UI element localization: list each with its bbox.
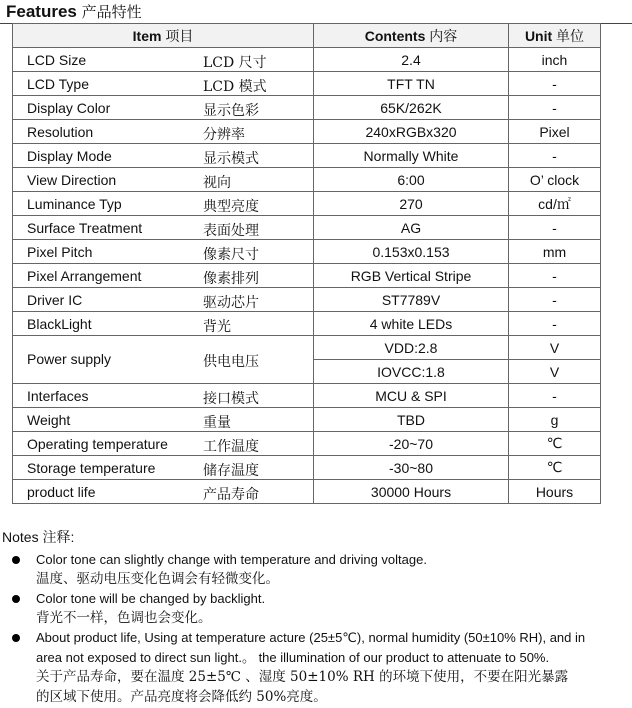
table-row: [13, 264, 601, 288]
features-table: [12, 23, 601, 504]
item-label-en: LCD Size: [27, 52, 87, 68]
unit-cell: -: [509, 72, 601, 96]
table-row: [13, 288, 601, 312]
item-label-en: Driver IC: [27, 292, 83, 308]
note-1-cn: 温度、驱动电压变化色调会有轻微变化。: [36, 571, 279, 587]
content-cell: 4 white LEDs: [314, 312, 509, 336]
item-cell: [13, 216, 314, 240]
unit-cell: V: [509, 336, 601, 360]
table-header-row: [13, 24, 601, 48]
table-row-power: [13, 336, 601, 360]
unit-cell: Hours: [509, 480, 601, 504]
content-cell: AG: [314, 216, 509, 240]
item-label-cn: 显示色彩: [203, 103, 259, 119]
unit-cell: -: [509, 288, 601, 312]
item-label-en: BlackLight: [27, 316, 92, 332]
item-label-cn: 视向: [203, 175, 231, 191]
bullet-icon: [12, 634, 20, 642]
unit-cell: mm: [509, 240, 601, 264]
item-cell: [13, 336, 314, 384]
table-row: [13, 480, 601, 504]
unit-cell: -: [509, 384, 601, 408]
item-label-cn: LCD 尺寸: [203, 55, 267, 71]
item-label-en: Interfaces: [27, 388, 89, 404]
content-cell: MCU & SPI: [314, 384, 509, 408]
item-label-cn: 驱动芯片: [203, 295, 259, 311]
unit-cell: -: [509, 312, 601, 336]
table-row: [13, 384, 601, 408]
item-cell: [13, 288, 314, 312]
table-row: [13, 168, 601, 192]
item-label-cn: 像素尺寸: [203, 247, 259, 263]
item-label-en: Pixel Pitch: [27, 244, 93, 260]
item-label-cn: 工作温度: [203, 439, 259, 455]
note-3-en-line2: area not exposed to direct sun light.。 the illumination of our product to attenuate to 50%.: [36, 650, 550, 665]
table-row: [13, 312, 601, 336]
item-label-cn: 像素排列: [203, 271, 259, 287]
note-1-en: Color tone can slightly change with temperature and driving voltage.: [36, 552, 427, 567]
table-row: [13, 432, 601, 456]
unit-cell: -: [509, 216, 601, 240]
item-label-en: View Direction: [27, 172, 117, 188]
unit-cell: ℃: [509, 456, 601, 480]
note-3-en-line1: About product life, Using at temperature acture (25±5℃), normal humidity (50±10% RH), and in: [36, 630, 586, 645]
content-cell: RGB Vertical Stripe: [314, 264, 509, 288]
table-row: [13, 144, 601, 168]
table-row: [13, 72, 601, 96]
table-row: [13, 96, 601, 120]
content-cell: IOVCC:1.8: [314, 360, 509, 384]
item-cell: [13, 48, 314, 72]
item-label-en: Pixel Arrangement: [27, 268, 142, 284]
item-label-cn: 储存温度: [203, 463, 259, 479]
item-cell: [13, 168, 314, 192]
table-row: [13, 240, 601, 264]
unit-cell: g: [509, 408, 601, 432]
table-row: [13, 48, 601, 72]
unit-cell: V: [509, 360, 601, 384]
table-row: [13, 192, 601, 216]
unit-cell: Pixel: [509, 120, 601, 144]
item-label-cn: 分辨率: [203, 127, 245, 143]
page-title: [6, 2, 142, 22]
header-item: Item 项目: [13, 24, 314, 48]
item-label-en: product life: [27, 484, 96, 500]
item-label-en: Display Mode: [27, 148, 112, 164]
item-label-cn: 供电电压: [203, 354, 259, 370]
bullet-icon: [12, 556, 20, 564]
item-label-en: Weight: [27, 412, 71, 428]
note-2-cn: 背光不一样，色调也会变化。: [36, 610, 212, 626]
item-cell: [13, 264, 314, 288]
content-cell: 270: [314, 192, 509, 216]
note-3-cn-line1: 关于产品寿命，要在温度 25±5℃ 、湿度 50±10% RH 的环境下使用，不要在阳光暴露: [36, 669, 569, 685]
item-cell: [13, 432, 314, 456]
content-cell: ST7789V: [314, 288, 509, 312]
item-label-cn: 接口模式: [203, 391, 259, 407]
item-cell: [13, 72, 314, 96]
content-cell: 30000 Hours: [314, 480, 509, 504]
content-cell: Normally White: [314, 144, 509, 168]
content-cell: TBD: [314, 408, 509, 432]
item-label-cn: 背光: [203, 319, 231, 335]
header-unit: Unit 单位: [509, 24, 601, 48]
item-label-cn: 重量: [203, 415, 231, 431]
item-label-cn: 产品寿命: [203, 487, 259, 503]
item-cell: [13, 240, 314, 264]
content-cell: TFT TN: [314, 72, 509, 96]
unit-cell: -: [509, 264, 601, 288]
item-label-cn: 典型亮度: [203, 199, 259, 215]
item-cell: [13, 480, 314, 504]
item-label-en: Resolution: [27, 124, 94, 140]
unit-cell: inch: [509, 48, 601, 72]
table-row: [13, 120, 601, 144]
item-label-en: Display Color: [27, 100, 111, 116]
note-2-en: Color tone will be changed by backlight.: [36, 591, 266, 606]
unit-cell: -: [509, 144, 601, 168]
content-cell: 240xRGBx320: [314, 120, 509, 144]
content-cell: 6:00: [314, 168, 509, 192]
content-cell: -20~70: [314, 432, 509, 456]
item-label-en: Power supply: [27, 351, 112, 367]
item-cell: [13, 120, 314, 144]
content-cell: 0.153x0.153: [314, 240, 509, 264]
unit-cell: cd/㎡: [509, 192, 601, 216]
table-row: [13, 216, 601, 240]
unit-cell: O’ clock: [509, 168, 601, 192]
note-3-cn-line2: 的区域下使用。产品亮度将会降低约 50%亮度。: [36, 689, 327, 705]
content-cell: 65K/262K: [314, 96, 509, 120]
item-label-en: Storage temperature: [27, 460, 156, 476]
item-label-cn: LCD 模式: [203, 79, 267, 95]
item-cell: [13, 456, 314, 480]
notes-header: Notes 注释:: [2, 529, 75, 545]
bullet-icon: [12, 595, 20, 603]
item-label-cn: 表面处理: [203, 223, 259, 239]
item-cell: [13, 312, 314, 336]
item-cell: [13, 144, 314, 168]
content-cell: 2.4: [314, 48, 509, 72]
item-label-en: Surface Treatment: [27, 220, 143, 236]
title-cn: 产品特性: [81, 3, 142, 21]
content-cell: -30~80: [314, 456, 509, 480]
item-cell: [13, 192, 314, 216]
item-cell: [13, 384, 314, 408]
item-label-en: LCD Type: [27, 76, 89, 92]
item-cell: [13, 96, 314, 120]
item-cell: [13, 408, 314, 432]
table-row: [13, 408, 601, 432]
item-label-en: Luminance Typ: [27, 196, 122, 212]
unit-cell: -: [509, 96, 601, 120]
item-label-cn: 显示模式: [203, 151, 259, 167]
item-label-en: Operating temperature: [27, 436, 168, 452]
unit-cell: ℃: [509, 432, 601, 456]
title-en: Features: [6, 2, 77, 21]
header-contents: Contents 内容: [314, 24, 509, 48]
content-cell: VDD:2.8: [314, 336, 509, 360]
table-row: [13, 456, 601, 480]
